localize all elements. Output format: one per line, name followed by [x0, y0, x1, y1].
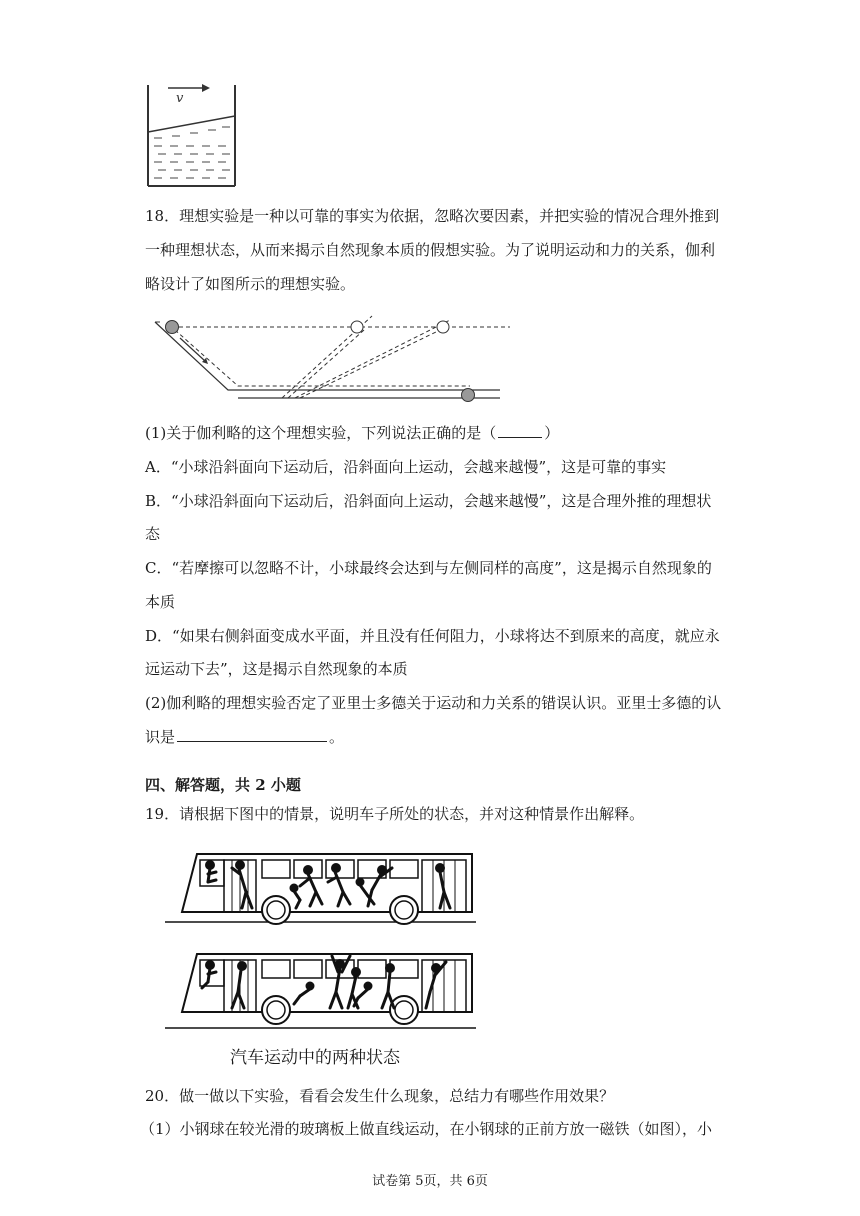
q18-stem-line-3: 略设计了如图所示的理想实验。	[145, 275, 356, 293]
q20-stem: 20．做一做以下实验，看看会发生什么现象，总结力有哪些作用效果？	[145, 1087, 615, 1105]
ball-start	[166, 321, 179, 334]
galileo-experiment-figure	[150, 316, 520, 406]
q18-option-c-line-2: 本质	[145, 593, 176, 611]
ball-horizontal	[462, 389, 475, 402]
ball-gentle-incline	[437, 321, 449, 333]
q18-part2-prefix: 识是	[145, 728, 176, 746]
bus-figure	[160, 848, 480, 1038]
q18-stem-line-2: 一种理想状态，从而来揭示自然现象本质的假想实验。为了说明运动和力的关系，伽利	[145, 241, 716, 259]
q18-option-d-line-2: 远运动下去”，这是揭示自然现象的本质	[145, 660, 408, 678]
velocity-arrow-icon	[168, 84, 210, 92]
bus-figure-caption: 汽车运动中的两种状态	[230, 1048, 400, 1068]
q18-part1	[145, 423, 559, 443]
q20-part1: （1）小钢球在较光滑的玻璃板上做直线运动，在小钢球的正前方放一磁铁（如图），小	[140, 1120, 713, 1138]
q18-part2-suffix: 。	[329, 728, 345, 746]
liquid-container-figure	[140, 80, 240, 190]
q18-stem-line-1: 18．理想实验是一种以可靠的事实为依据，忽略次要因素，并把实验的情况合理外推到	[145, 207, 720, 225]
q18-option-a: A．“小球沿斜面向下运动后，沿斜面向上运动，会越来越慢”，这是可靠的事实	[145, 458, 667, 476]
velocity-label: v	[176, 91, 184, 106]
q18-option-d-line-1: D．“如果右侧斜面变成水平面，并且没有任何阻力，小球将达不到原来的高度，就应永	[145, 627, 720, 645]
q18-part1-suffix: ）	[544, 424, 560, 442]
q18-part2-line-1: (2)伽利略的理想实验否定了亚里士多德关于运动和力关系的错误认识。亚里士多德的认	[145, 694, 722, 712]
q18-part2-line-2	[145, 727, 344, 747]
ball-steep-incline	[351, 321, 363, 333]
bus-top	[165, 854, 476, 924]
q18-option-b-line-1: B．“小球沿斜面向下运动后，沿斜面向上运动，会越来越慢”，这是合理外推的理想状	[145, 492, 712, 510]
page-footer: 试卷第 5页，共 6页	[372, 1174, 488, 1189]
q19-stem: 19．请根据下图中的情景，说明车子所处的状态，并对这种情景作出解释。	[145, 805, 645, 823]
bus-bottom	[165, 954, 476, 1028]
q18-option-b-line-2: 态	[145, 525, 161, 543]
q18-part1-prefix: (1)关于伽利略的这个理想实验，下列说法正确的是（	[145, 424, 497, 442]
q18-option-c-line-1: C．“若摩擦可以忽略不计，小球最终会达到与左侧同样的高度”，这是揭示自然现象的	[145, 559, 712, 577]
section-heading: 四、解答题，共 2 小题	[145, 776, 301, 794]
q18-part2-answer-blank[interactable]	[177, 727, 327, 742]
q18-answer-blank[interactable]	[498, 423, 542, 438]
